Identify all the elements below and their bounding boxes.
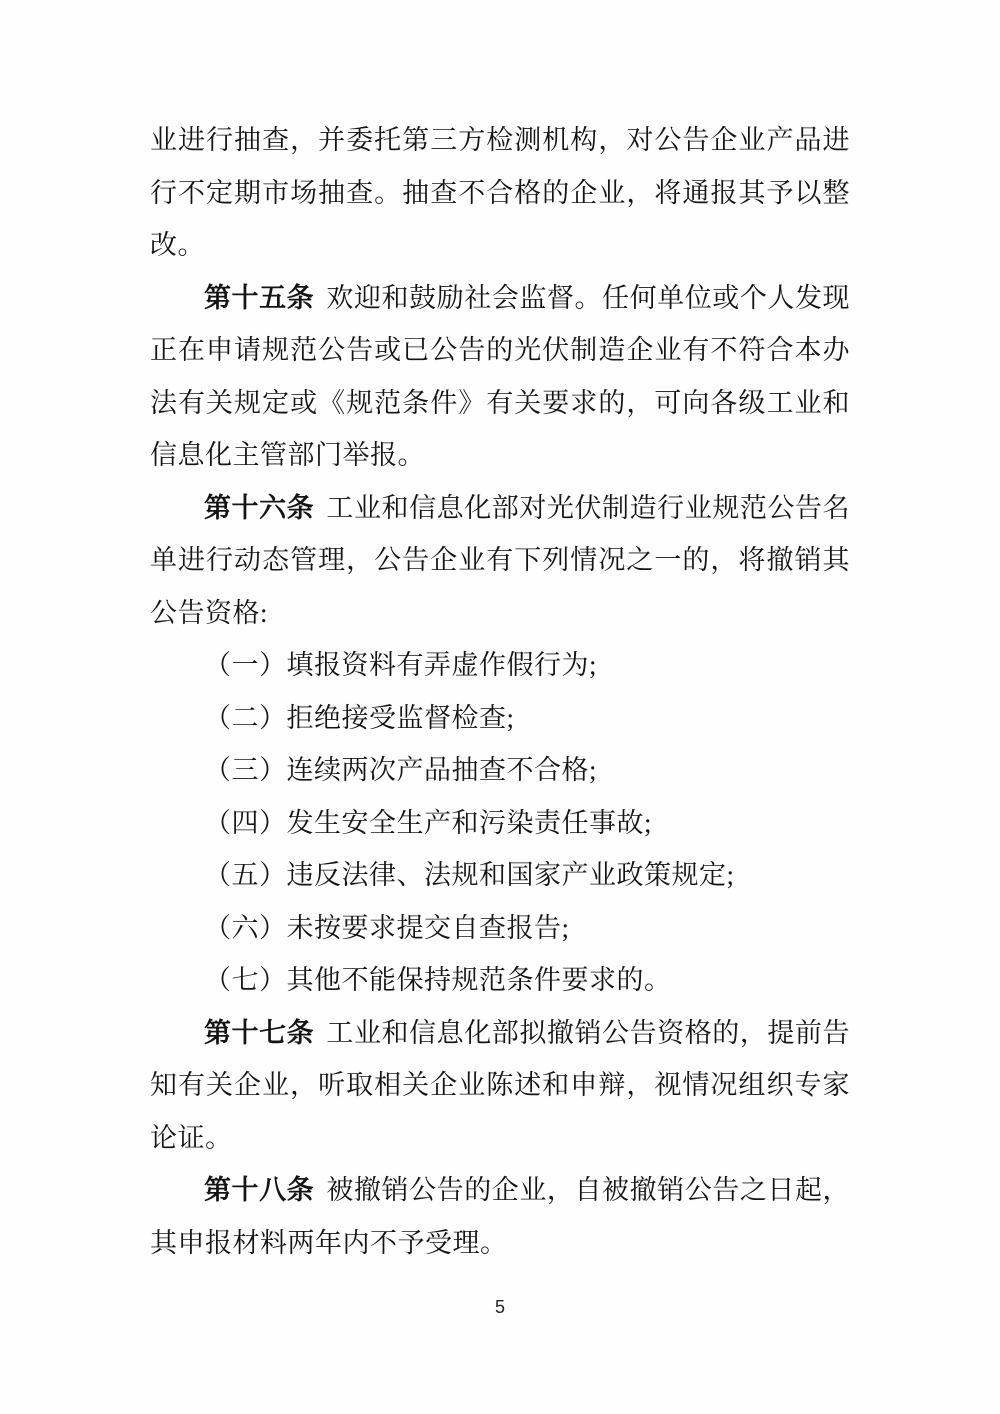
paragraph-text: 工业和信息化部拟撤销公告资格的，提前告知有关企业，听取相关企业陈述和申辩，视情况组织专家论证。 (150, 1017, 851, 1153)
paragraph-text: 欢迎和鼓励社会监督。任何单位或个人发现正在申请规范公告或已公告的光伏制造企业有不符合本办法有关规定或《规范条件》有关要求的，可向各级工业和信息化主管部门举报。 (150, 282, 851, 470)
list-item-2 (150, 692, 850, 745)
paragraph-article-15 (150, 272, 850, 482)
paragraph-article-18 (150, 1164, 850, 1269)
list-item-7 (150, 954, 850, 1007)
article-heading: 第十五条 (204, 282, 315, 313)
list-item-text: （一）填报资料有弄虚作假行为; (204, 650, 598, 680)
list-item-1 (150, 639, 850, 692)
article-heading: 第十七条 (204, 1017, 315, 1048)
list-item-text: （五）违反法律、法规和国家产业政策规定; (204, 860, 735, 890)
list-item-text: （六）未按要求提交自查报告; (204, 912, 570, 943)
paragraph-article-17 (150, 1007, 850, 1165)
paragraph-article-16 (150, 482, 850, 640)
article-heading: 第十六条 (204, 492, 315, 523)
paragraph-text: 被撤销公告的企业，自被撤销公告之日起，其申报材料两年内不予受理。 (150, 1175, 851, 1258)
list-item-6 (150, 902, 850, 955)
list-item-text: （七）其他不能保持规范条件要求的。 (204, 965, 672, 995)
list-item-3 (150, 744, 850, 797)
list-item-5 (150, 849, 850, 902)
paragraph (150, 114, 850, 272)
list-item-text: （三）连续两次产品抽查不合格; (204, 755, 598, 785)
page-number: 5 (494, 1297, 505, 1317)
paragraph-text: 业进行抽查，并委托第三方检测机构，对公告企业产品进行不定期市场抽查。抽查不合格的企业，将通报其予以整改。 (150, 125, 850, 260)
paragraph-text: 工业和信息化部对光伏制造行业规范公告名单进行动态管理，公告企业有下列情况之一的，将撤销其公告资格: (150, 492, 851, 628)
article-heading: 第十八条 (204, 1175, 315, 1205)
list-item-text: （四）发生安全生产和污染责任事故; (204, 807, 653, 838)
list-item-text: （二）拒绝接受监督检查; (204, 702, 515, 733)
list-item-4 (150, 797, 850, 850)
